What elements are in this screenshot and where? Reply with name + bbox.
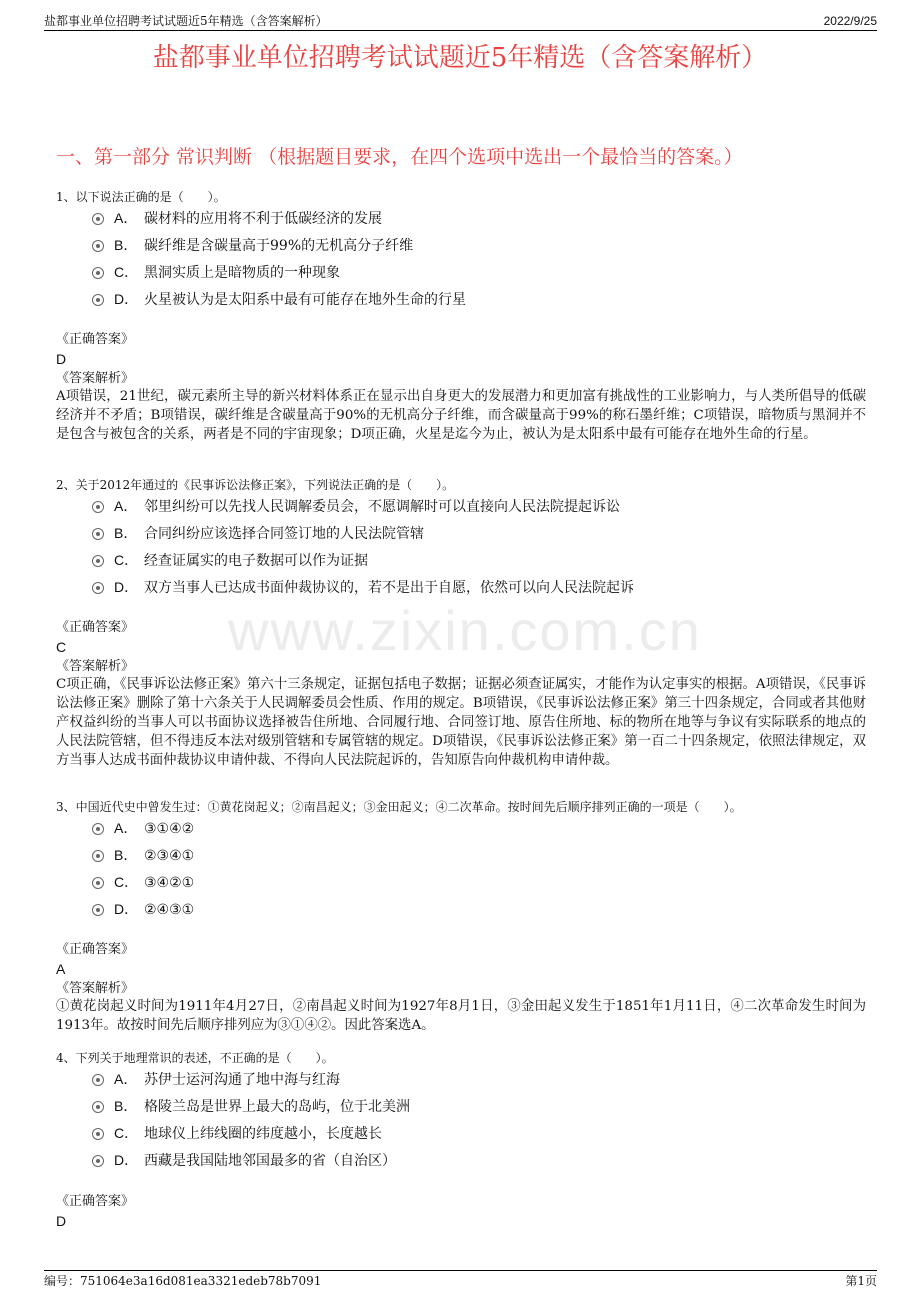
option-c[interactable]: C． ③④②① (92, 872, 194, 893)
radio-icon[interactable] (92, 213, 104, 225)
header-doc-title: 盐都事业单位招聘考试试题近5年精选（含答案解析） (44, 14, 328, 28)
explanation-text: C项正确，《民事诉讼法修正案》第六十三条规定，证据包括电子数据；证据必须查证属实，才能作为认定事实的根据。A项错误，《民事诉讼法修正案》删除了第十六条关于人民调解委员会性质、作用的规定。B项错误，《民事诉讼法修正案》第三十四条规定，合同或者其他财产权益纠纷的当事人可以书面协议选择被告住所地、合同履行地、合同签订地、原告住所地、标的物所在地等与争议有实际联系的地点的人民法院管辖，但不得违反本法对级别管辖和专属管辖的规定。D项错误，《民事诉讼法修正案》第一百二十四条规定，依照法律规定，双方当事人达成书面仲裁协议申请仲裁、不得向人民法院起诉的，告知原告向仲裁机构申请仲裁。 (56, 677, 866, 768)
radio-icon[interactable] (92, 1101, 104, 1113)
radio-icon[interactable] (92, 1128, 104, 1140)
radio-icon[interactable] (92, 582, 104, 594)
answer-label: 《正确答案》 (56, 1194, 135, 1209)
radio-icon[interactable] (92, 555, 104, 567)
radio-icon[interactable] (92, 823, 104, 835)
radio-icon[interactable] (92, 294, 104, 306)
option-c[interactable]: C． 经查证属实的电子数据可以作为证据 (92, 550, 368, 571)
header-date: 2022/9/25 (823, 14, 877, 28)
radio-icon[interactable] (92, 240, 104, 252)
option-d[interactable]: D． 火星被认为是太阳系中最有可能存在地外生命的行星 (92, 289, 466, 310)
option-d[interactable]: D． 双方当事人已达成书面仲裁协议的，若不是出于自愿，依然可以向人民法院起诉 (92, 577, 634, 598)
option-a[interactable]: A． ③①④② (92, 818, 194, 839)
document-code: 编号：751064e3a16d081ea3321edeb78b7091 (44, 1274, 322, 1288)
option-b[interactable]: B． 碳纤维是含碳量高于99%的无机高分子纤维 (92, 235, 413, 256)
radio-icon[interactable] (92, 850, 104, 862)
watermark: www.zixin.com.cn (228, 599, 702, 662)
section-heading: 一、第一部分 常识判断 （根据题目要求，在四个选项中选出一个最恰当的答案。） (56, 146, 743, 168)
radio-icon[interactable] (92, 1074, 104, 1086)
option-a[interactable]: A． 碳材料的应用将不利于低碳经济的发展 (92, 208, 382, 229)
answer-label: 《正确答案》 (56, 620, 135, 635)
option-b[interactable]: B． 格陵兰岛是世界上最大的岛屿，位于北美洲 (92, 1096, 410, 1117)
correct-answer: C (56, 639, 67, 655)
explanation-label: 《答案解析》 (56, 659, 135, 674)
document-title: 盐都事业单位招聘考试试题近5年精选（含答案解析） (152, 43, 768, 73)
radio-icon[interactable] (92, 267, 104, 279)
option-a[interactable]: A． 邻里纠纷可以先找人民调解委员会，不愿调解时可以直接向人民法院提起诉讼 (92, 496, 620, 517)
option-c[interactable]: C． 黑洞实质上是暗物质的一种现象 (92, 262, 340, 283)
option-b[interactable]: B． 合同纠纷应该选择合同签订地的人民法院管辖 (92, 523, 424, 544)
option-d[interactable]: D． ②④③① (92, 899, 194, 920)
answer-label: 《正确答案》 (56, 942, 135, 957)
radio-icon[interactable] (92, 904, 104, 916)
explanation-text: A项错误，21世纪，碳元素所主导的新兴材料体系正在显示出自身更大的发展潜力和更加富有挑战性的工业影响力，与人类所倡导的低碳经济并不矛盾；B项错误，碳纤维是含碳量高于90%的无机高分子纤维，而含碳量高于99%的称石墨纤维；C项错误，暗物质与黑洞并不是包含与被包含的关系，两者是不同的宇宙现象；D项正确，火星是迄今为止，被认为是太阳系中最有可能存在地外生命的行星。 (56, 389, 866, 442)
option-b[interactable]: B． ②③④① (92, 845, 194, 866)
correct-answer: D (56, 1213, 67, 1229)
page-header (44, 12, 877, 31)
radio-icon[interactable] (92, 1155, 104, 1167)
option-c[interactable]: C． 地球仪上纬线圈的纬度越小，长度越长 (92, 1123, 382, 1144)
explanation-text: ①黄花岗起义时间为1911年4月27日，②南昌起义时间为1927年8月1日，③金田起义发生于1851年1月11日，④二次革命发生时间为1913年。故按时间先后顺序排列应为③①④②。因此答案选A。 (56, 999, 866, 1033)
correct-answer: D (56, 351, 67, 367)
answer-label: 《正确答案》 (56, 332, 135, 347)
correct-answer: A (56, 961, 66, 977)
page-number: 第1页 (845, 1274, 877, 1288)
page-footer (44, 1270, 877, 1291)
radio-icon[interactable] (92, 528, 104, 540)
question-stem: 2、关于2012年通过的《民事诉讼法修正案》，下列说法正确的是（ ）。 (56, 478, 455, 492)
option-d[interactable]: D． 西藏是我国陆地邻国最多的省（自治区） (92, 1150, 396, 1171)
question-stem: 4、下列关于地理常识的表述，不正确的是（ ）。 (56, 1051, 334, 1065)
explanation-label: 《答案解析》 (56, 981, 135, 996)
question-stem: 1、以下说法正确的是（ ）。 (56, 190, 226, 204)
question-stem: 3、中国近代史中曾发生过：①黄花岗起义；②南昌起义；③金田起义；④二次革命。按时间先后顺序排列正确的一项是（ ）。 (56, 800, 742, 814)
radio-icon[interactable] (92, 877, 104, 889)
radio-icon[interactable] (92, 501, 104, 513)
explanation-label: 《答案解析》 (56, 371, 135, 386)
option-a[interactable]: A． 苏伊士运河沟通了地中海与红海 (92, 1069, 340, 1090)
